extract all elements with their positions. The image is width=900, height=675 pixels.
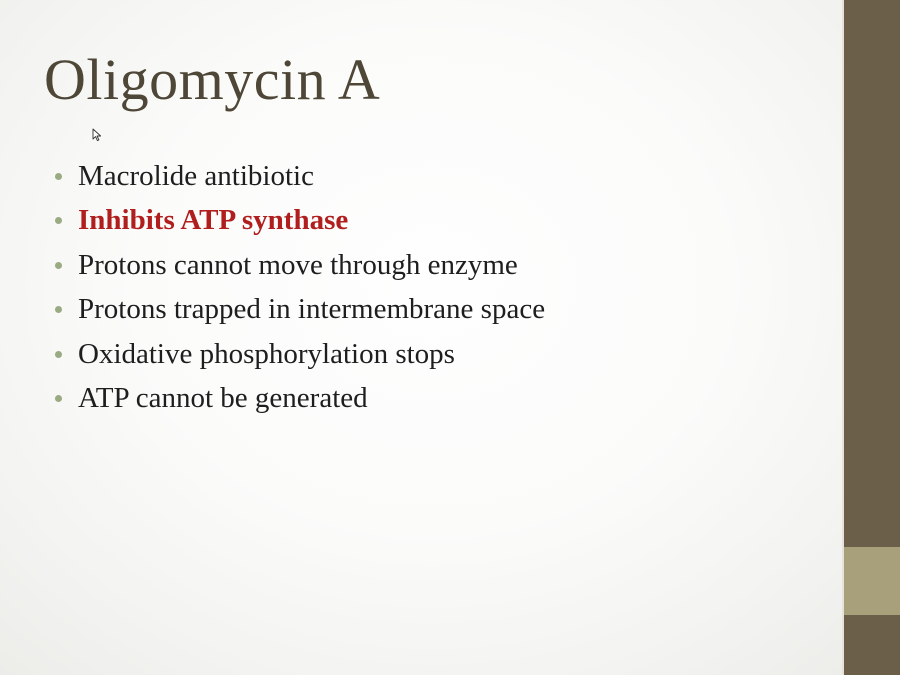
side-accent-block — [844, 547, 900, 615]
mouse-pointer-icon — [92, 128, 102, 142]
bullet-text: Protons cannot move through enzyme — [78, 248, 518, 281]
slide-title: Oligomycin A — [44, 47, 381, 112]
bullet-item — [52, 377, 545, 422]
bullet-dot-icon — [55, 217, 62, 224]
bullet-dot-icon — [55, 395, 62, 402]
bullet-dot-icon — [55, 351, 62, 358]
bullet-dot-icon — [55, 262, 62, 269]
bullet-text: Protons trapped in intermembrane space — [78, 293, 546, 326]
bullet-item-highlighted — [52, 199, 545, 244]
bullet-item — [52, 332, 545, 377]
bullet-dot-icon — [55, 306, 62, 313]
bullet-text: ATP cannot be generated — [78, 382, 368, 415]
bullet-text: Oxidative phosphorylation stops — [78, 337, 455, 370]
bullet-item — [52, 288, 545, 333]
bullet-item — [52, 154, 545, 199]
bullet-text: Inhibits ATP synthase — [78, 204, 349, 237]
bullet-dot-icon — [55, 173, 62, 180]
bullet-list — [52, 154, 545, 421]
bullet-item — [52, 243, 545, 288]
bullet-text: Macrolide antibiotic — [78, 159, 314, 192]
